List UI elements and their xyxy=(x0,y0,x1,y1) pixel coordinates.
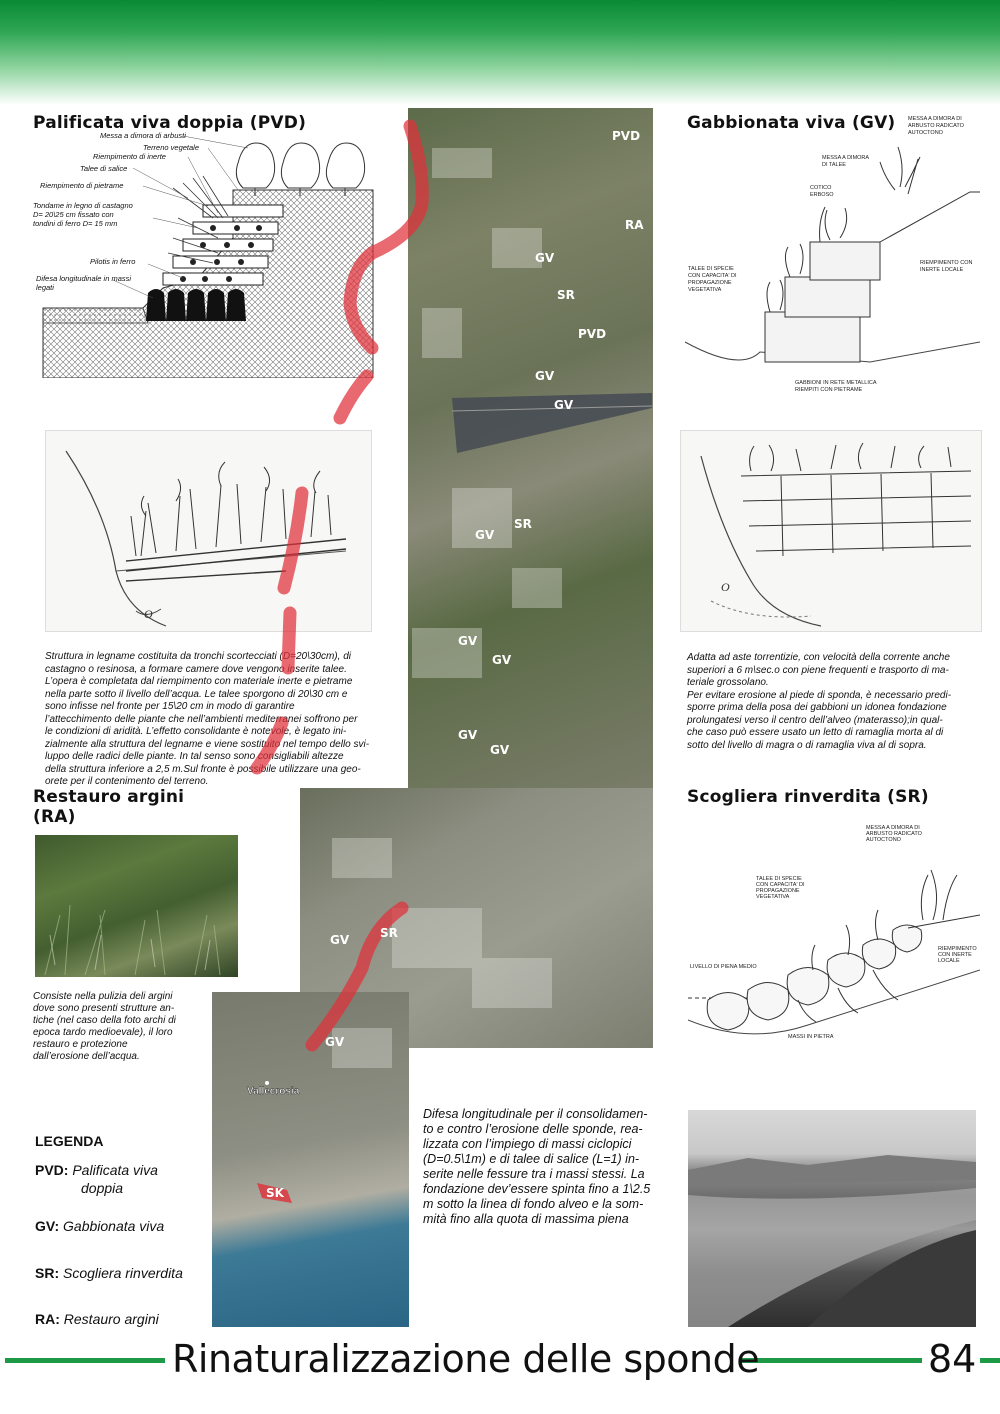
legend-item-pvd xyxy=(35,1162,158,1178)
sr-text-line: (D=0.5\1m) e di talee di salice (L=1) in- xyxy=(423,1152,640,1166)
ra-title-line2: (RA) xyxy=(33,807,76,827)
legend-name: doppia xyxy=(81,1180,124,1196)
map-label-sr: SR xyxy=(380,926,398,940)
sr-title: Scogliera rinverdita (SR) xyxy=(687,787,929,807)
legend-code: SR: xyxy=(35,1265,60,1281)
footer-title: Rinaturalizzazione delle sponde xyxy=(172,1337,760,1381)
pvd-label-tondame-3: tondini di ferro D= 15 mm xyxy=(33,219,118,228)
page-number: 84 xyxy=(928,1337,977,1381)
legend-name: Restauro argini xyxy=(63,1311,159,1327)
gv-label: CON CAPACITA' DI xyxy=(688,273,737,279)
sr-label: MESSA A DIMORA DI xyxy=(866,825,920,831)
gv-label: MESSA A DIMORA DI xyxy=(908,116,962,122)
gv-text-line: superiori a 6 m\sec.o con piene frequenti e trasporto di ma- xyxy=(687,664,949,676)
map-label-gv: GV xyxy=(535,251,555,265)
ra-text-line: tiche (nel caso della foto archi di xyxy=(33,1015,176,1026)
legend-name: Scogliera rinverdita xyxy=(63,1265,183,1281)
svg-text:O: O xyxy=(144,607,153,621)
footer-rule-left xyxy=(5,1358,165,1363)
gv-text-line: Adatta ad aste torrentizie, con velocità della corrente anche xyxy=(687,652,950,663)
sr-text-line: m sotto la linea di fondo alveo e la som- xyxy=(423,1197,644,1211)
pvd-label-difesa-2: legati xyxy=(36,283,54,292)
ra-text-line: epoca tardo medioevale), il loro xyxy=(33,1027,173,1038)
map-label-gv: GV xyxy=(535,369,555,383)
sr-text-line: Difesa longitudinale per il consolidamen- xyxy=(423,1107,648,1121)
gv-title: Gabbionata viva (GV) xyxy=(687,113,896,133)
pvd-label-talee: Talee di salice xyxy=(80,164,128,173)
sr-label: PROPAGAZIONE xyxy=(756,888,800,894)
gv-text-line: sporre prima della posa dei gabbioni un idonea fondazione xyxy=(687,702,947,713)
sr-label: VEGETATIVA xyxy=(756,894,790,900)
gv-label: VEGETATIVA xyxy=(688,287,722,293)
map-label-pvd: PVD xyxy=(578,327,607,341)
map-place-vallecrosia: Vallecrosia xyxy=(247,1086,300,1097)
pvd-text-line: luppo delle radici delle piante. In tal senso sono consigliabili altezze xyxy=(45,751,344,762)
pvd-text-line: L’opera è completata dal riempimento con materiale inerte e pietrame xyxy=(45,676,353,687)
pvd-label-terreno: Terreno vegetale xyxy=(143,143,200,152)
pvd-label-arbusti: Messa a dimora di arbusti xyxy=(100,131,186,140)
map-label-sr: SR xyxy=(514,517,532,531)
map-label-gv: GV xyxy=(492,653,512,667)
map-label-sr: SR xyxy=(557,288,575,302)
sr-label: AUTOCTONO xyxy=(866,837,901,843)
sr-text-line: mità fino alla quota di massima piena xyxy=(423,1212,629,1226)
pvd-text-line: zialmente alla struttura del legname e viene sostituito nel tempo dello svi- xyxy=(45,738,370,750)
map-label-gv: GV xyxy=(458,634,478,648)
legend-item-gv xyxy=(35,1218,164,1234)
pvd-text-line: castagno o resinosa, a formare camere dove vengono inserite talee. xyxy=(45,663,347,675)
legend-code: PVD: xyxy=(35,1162,69,1178)
pvd-text-line: della struttura inferiore a 2,5 m.Sul fronte è possibile utilizzare una geo- xyxy=(45,763,361,775)
pvd-text-line: sono infisse nel fronte per 15\20 cm in modo di garantire xyxy=(45,701,295,712)
gv-label: ERBOSO xyxy=(810,192,834,198)
sr-label: MASSI IN PIETRA xyxy=(788,1034,834,1040)
pvd-title: Palificata viva doppia (PVD) xyxy=(33,113,307,133)
legend-item-ra xyxy=(35,1311,159,1327)
gv-text-line: Per evitare erosione al piede di sponda, è necessario predi- xyxy=(687,689,952,701)
pvd-label-pilotis: Pilotis in ferro xyxy=(90,257,136,266)
pvd-text-line: le condizioni di aridità. L’effetto consolidante è notevole, è legato ini- xyxy=(45,726,347,737)
sr-label: TALEE DI SPECIE xyxy=(756,876,802,882)
legend xyxy=(35,1133,215,1161)
sr-text-line: fondazione dev’essere spinta fino a 1\2.5 xyxy=(423,1182,651,1196)
map-label-ra: RA xyxy=(625,218,644,232)
gv-text-line: prolungatesi verso il centro dell’alveo (materasso);in qual- xyxy=(687,714,943,726)
gv-text-line: teriale grossolano. xyxy=(687,677,769,688)
sr-label: ARBUSTO RADICATO xyxy=(866,831,922,837)
map-label-gv: GV xyxy=(490,743,510,757)
gv-label: RIEMPITI CON PIETRAME xyxy=(795,387,863,393)
pvd-label-tondame-1: Tondame in legno di castagno xyxy=(33,201,133,210)
gv-label: MESSA A DIMORA xyxy=(822,155,870,161)
sr-label: LOCALE xyxy=(938,958,960,964)
ra-description xyxy=(33,991,233,1063)
legend-name: Palificata viva xyxy=(72,1162,158,1178)
map-label-gv: GV xyxy=(325,1035,345,1049)
gv-label: AUTOCTONO xyxy=(908,130,943,136)
sr-cross-section-diagram xyxy=(688,820,980,1045)
map-label-pvd: PVD xyxy=(612,129,641,143)
gv-label: INERTE LOCALE xyxy=(920,267,964,273)
sr-river-photo xyxy=(688,1110,976,1327)
pvd-label-inerte: Riempimento di inerte xyxy=(93,152,166,161)
footer-rule-right xyxy=(980,1358,1000,1363)
gv-label: PROPAGAZIONE xyxy=(688,280,732,286)
gv-description xyxy=(687,652,987,752)
sr-text-line: to e contro l’erosione delle sponde, rea- xyxy=(423,1122,643,1136)
legend-code: RA: xyxy=(35,1311,60,1327)
pvd-text-line: orete per il contenimento del terreno. xyxy=(45,776,209,787)
gv-text-line: che caso può essere usato un letto di ramaglia morta al di xyxy=(687,727,944,738)
ra-text-line: restauro e protezione xyxy=(33,1039,128,1050)
map-label-gv: GV xyxy=(330,933,350,947)
pvd-text-line: l’attecchimento delle piante che nell’ambienti mediterranei soffrono per xyxy=(45,713,358,725)
legend-title: LEGENDA xyxy=(35,1133,104,1149)
sr-description xyxy=(423,1107,678,1227)
header-green-band xyxy=(0,0,1000,105)
ra-text-line: dall’erosione dell’acqua. xyxy=(33,1051,140,1062)
pvd-text-line: Struttura in legname costituita da tronchi scortecciati (D=20\30cm), di xyxy=(45,651,351,662)
map-label-sk: SK xyxy=(266,1186,284,1200)
sr-text-line: lizzata con l’impiego di massi ciclopici xyxy=(423,1137,632,1151)
gv-label: ARBUSTO RADICATO xyxy=(908,123,964,129)
gv-label: COTICO xyxy=(810,185,832,191)
sr-label: RIEMPIMENTO xyxy=(938,946,977,952)
pvd-label-difesa-1: Difesa longitudinale in massi xyxy=(36,274,132,283)
map-label-gv: GV xyxy=(458,728,478,742)
pvd-text-line: nella parte sotto il livello dell’acqua. Le talee sporgono di 20\30 cm e xyxy=(45,688,348,700)
gv-label: RIEMPIMENTO CON xyxy=(920,260,973,266)
ra-text-line: dove sono presenti strutture an- xyxy=(33,1003,175,1014)
gv-label: TALEE DI SPECIE xyxy=(688,266,734,272)
gv-cross-section-diagram xyxy=(680,112,980,397)
map-label-gv: GV xyxy=(475,528,495,542)
footer-rule-middle xyxy=(742,1358,922,1363)
ra-text-line: Consiste nella pulizia deli argini xyxy=(33,991,173,1002)
map-label-gv: GV xyxy=(554,398,574,412)
legend-item-sr xyxy=(35,1265,183,1281)
legend-name: Gabbionata viva xyxy=(63,1218,165,1234)
sr-label: CON CAPACITA' DI xyxy=(756,882,805,888)
gv-sketch-illustration xyxy=(680,430,982,632)
sr-label: CON INERTE xyxy=(938,952,972,958)
legend-item-pvd-cont xyxy=(81,1180,123,1196)
pvd-label-pietrame: Riempimento di pietrame xyxy=(40,181,124,190)
legend-code: GV: xyxy=(35,1218,60,1234)
gv-label: DI TALEE xyxy=(822,162,846,168)
pvd-label-tondame-2: D= 20\25 cm fissato con xyxy=(33,210,114,219)
gv-text-line: sotto del livello di magra o di ramaglia viva al di sopra. xyxy=(687,739,927,751)
ra-photo xyxy=(35,835,238,977)
sr-label: LIVELLO DI PIENA MEDIO xyxy=(690,964,757,970)
svg-text:O: O xyxy=(721,580,730,594)
ra-title-line1: Restauro argini xyxy=(33,787,185,807)
sr-text-line: serite nelle fessure tra i massi stessi. La xyxy=(423,1167,645,1181)
gv-label: GABBIONI IN RETE METALLICA xyxy=(795,380,877,386)
